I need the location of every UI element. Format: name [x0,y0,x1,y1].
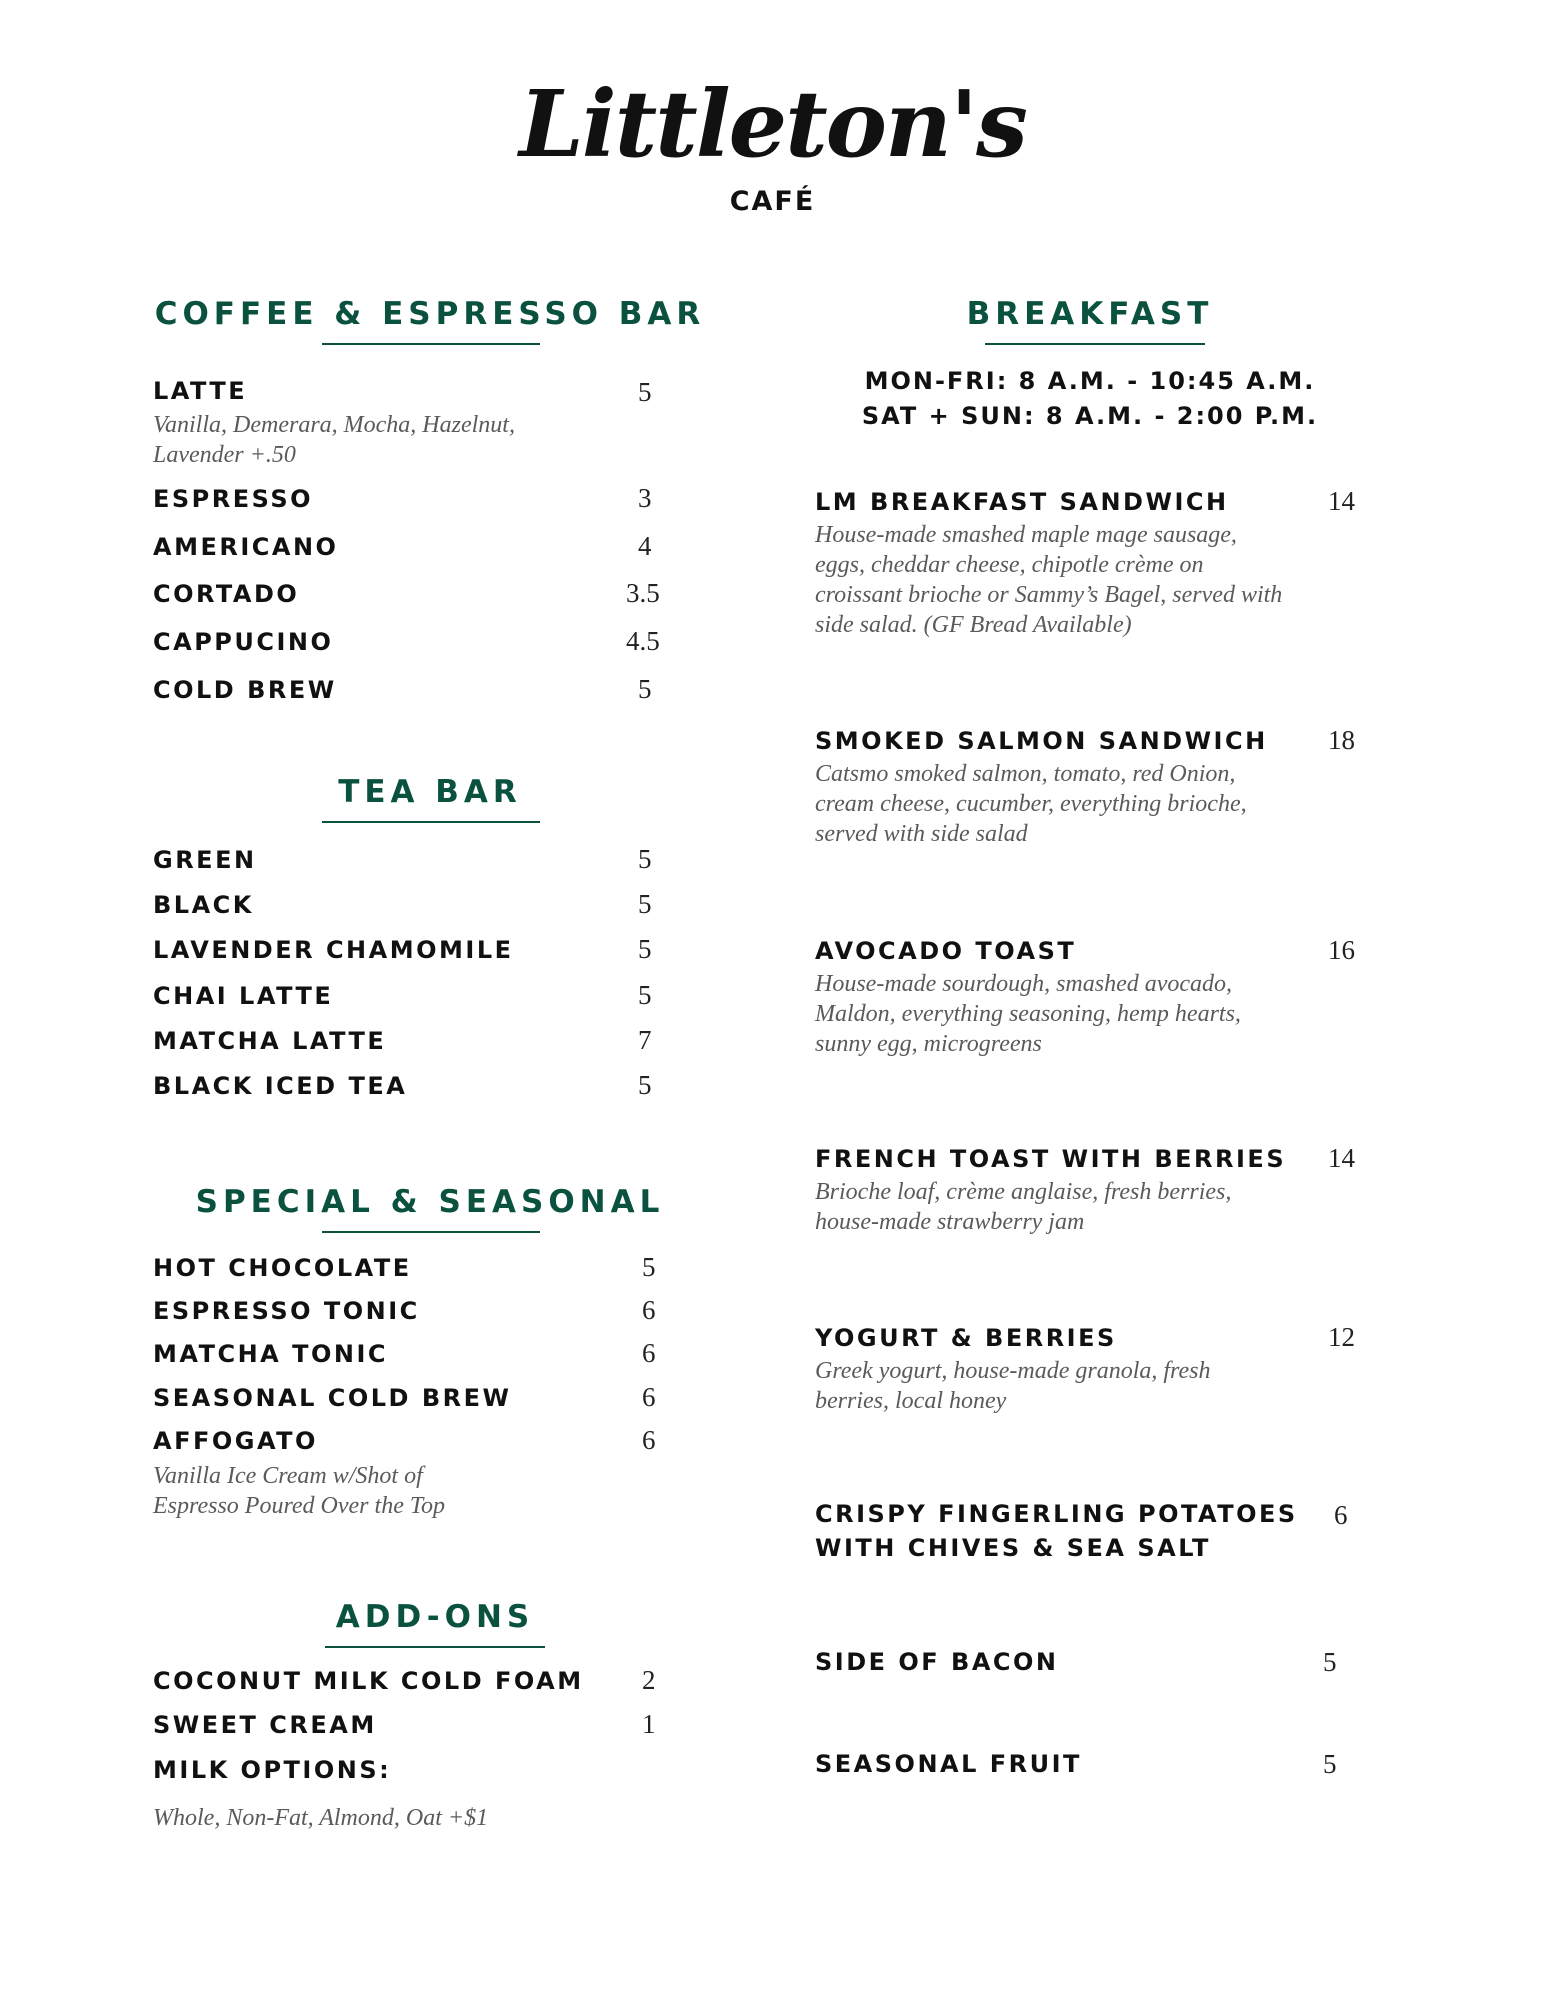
menu-item-price: 3.5 [626,578,660,608]
menu-item-name: SIDE OF BACON [815,1648,1059,1676]
menu-item-name: LM BREAKFAST SANDWICH [815,488,1229,516]
menu-item-name: ESPRESSO [153,485,314,513]
breakfast-hours-weekday: MON-FRI: 8 A.M. - 10:45 A.M. [864,367,1316,395]
milk-options-description: Whole, Non-Fat, Almond, Oat +$1 [153,1805,489,1831]
menu-item-name: BLACK [153,891,254,919]
menu-item-price: 6 [1334,1500,1348,1530]
menu-item-description: Brioche loaf, crème anglaise, fresh berries, house-made strawberry jam [815,1179,1232,1235]
menu-item-name: MATCHA TONIC [153,1340,388,1368]
menu-item-price: 6 [642,1338,656,1368]
menu-item-name: HOT CHOCOLATE [153,1254,412,1282]
menu-item-price: 5 [638,844,652,874]
menu-item-price: 6 [642,1382,656,1412]
menu-item-description: Vanilla, Demerara, Mocha, Hazelnut, Lavender +.50 [153,412,515,468]
section-title-addons: ADD-ONS [335,1599,535,1635]
breakfast-hours-weekend: SAT + SUN: 8 A.M. - 2:00 P.M. [861,402,1319,430]
menu-item-name: CHAI LATTE [153,982,334,1010]
menu-item-name: ESPRESSO TONIC [153,1297,420,1325]
menu-item-description: Vanilla Ice Cream w/Shot of Espresso Poured Over the Top [153,1463,445,1519]
menu-item-name: FRENCH TOAST WITH BERRIES [815,1145,1287,1173]
section-title-special: SPECIAL & SEASONAL [195,1184,665,1220]
menu-item-price: 6 [642,1425,656,1455]
menu-item-price: 5 [638,889,652,919]
menu-item-name: SEASONAL FRUIT [815,1750,1082,1778]
menu-item-name: COCONUT MILK COLD FOAM [153,1667,584,1695]
menu-item-name: AFFOGATO [153,1427,318,1455]
menu-item-description: Catsmo smoked salmon, tomato, red Onion, cream cheese, cucumber, everything brioche, served with side salad [815,761,1247,847]
menu-item-price: 3 [638,483,652,513]
menu-item-price: 5 [638,934,652,964]
menu-item-price: 4.5 [626,626,660,656]
menu-item-price: 2 [642,1665,656,1695]
menu-item-description: House-made smashed maple mage sausage, eggs, cheddar cheese, chipotle crème on croissant brioche or Sammy’s Bagel, served with side salad. (GF Bread Available) [815,522,1283,638]
menu-item-price: 18 [1328,725,1355,755]
section-title-coffee: COFFEE & ESPRESSO BAR [154,296,706,332]
section-divider [322,821,540,823]
menu-item-price: 5 [1323,1647,1337,1677]
menu-item-name: GREEN [153,846,257,874]
menu-item-name: BLACK ICED TEA [153,1072,408,1100]
section-title-breakfast: BREAKFAST [966,296,1214,332]
section-divider [322,1231,540,1233]
brand-subtitle: CAFÉ [729,186,816,217]
menu-item-price: 5 [638,1070,652,1100]
menu-item-name: LAVENDER CHAMOMILE [153,936,514,964]
menu-item-price: 5 [638,377,652,407]
menu-item-name: COLD BREW [153,676,337,704]
section-title-tea: TEA BAR [338,774,522,810]
brand-logo: Littleton's [519,70,1026,178]
menu-item-name-line2: WITH CHIVES & SEA SALT [815,1534,1211,1562]
menu-item-name: AVOCADO TOAST [815,937,1077,965]
menu-item-price: 4 [638,531,652,561]
menu-item-price: 6 [642,1295,656,1325]
menu-item-name: AMERICANO [153,533,339,561]
menu-item-price: 5 [638,674,652,704]
menu-item-name: MATCHA LATTE [153,1027,387,1055]
menu-item-name: MILK OPTIONS: [153,1756,392,1784]
menu-item-price: 16 [1328,935,1355,965]
menu-item-price: 14 [1328,1143,1355,1173]
section-divider [325,1646,545,1648]
section-divider [322,343,540,345]
menu-item-name: SWEET CREAM [153,1711,377,1739]
menu-item-name: LATTE [153,377,248,405]
menu-item-price: 5 [1323,1749,1337,1779]
section-divider [985,343,1205,345]
menu-item-name: SEASONAL COLD BREW [153,1384,512,1412]
menu-item-price: 5 [642,1252,656,1282]
menu-item-description: Greek yogurt, house-made granola, fresh berries, local honey [815,1358,1211,1414]
menu-item-price: 5 [638,980,652,1010]
menu-item-name: CAPPUCINO [153,628,334,656]
menu-item-price: 12 [1328,1322,1355,1352]
menu-item-name: CRISPY FINGERLING POTATOES [815,1500,1298,1528]
menu-item-price: 7 [638,1025,652,1055]
menu-item-price: 14 [1328,486,1355,516]
menu-item-description: House-made sourdough, smashed avocado, Maldon, everything seasoning, hemp hearts, sunny egg, microgreens [815,971,1241,1057]
menu-item-name: YOGURT & BERRIES [815,1324,1117,1352]
menu-item-name: CORTADO [153,580,300,608]
menu-item-price: 1 [642,1709,656,1739]
menu-item-name: SMOKED SALMON SANDWICH [815,727,1268,755]
